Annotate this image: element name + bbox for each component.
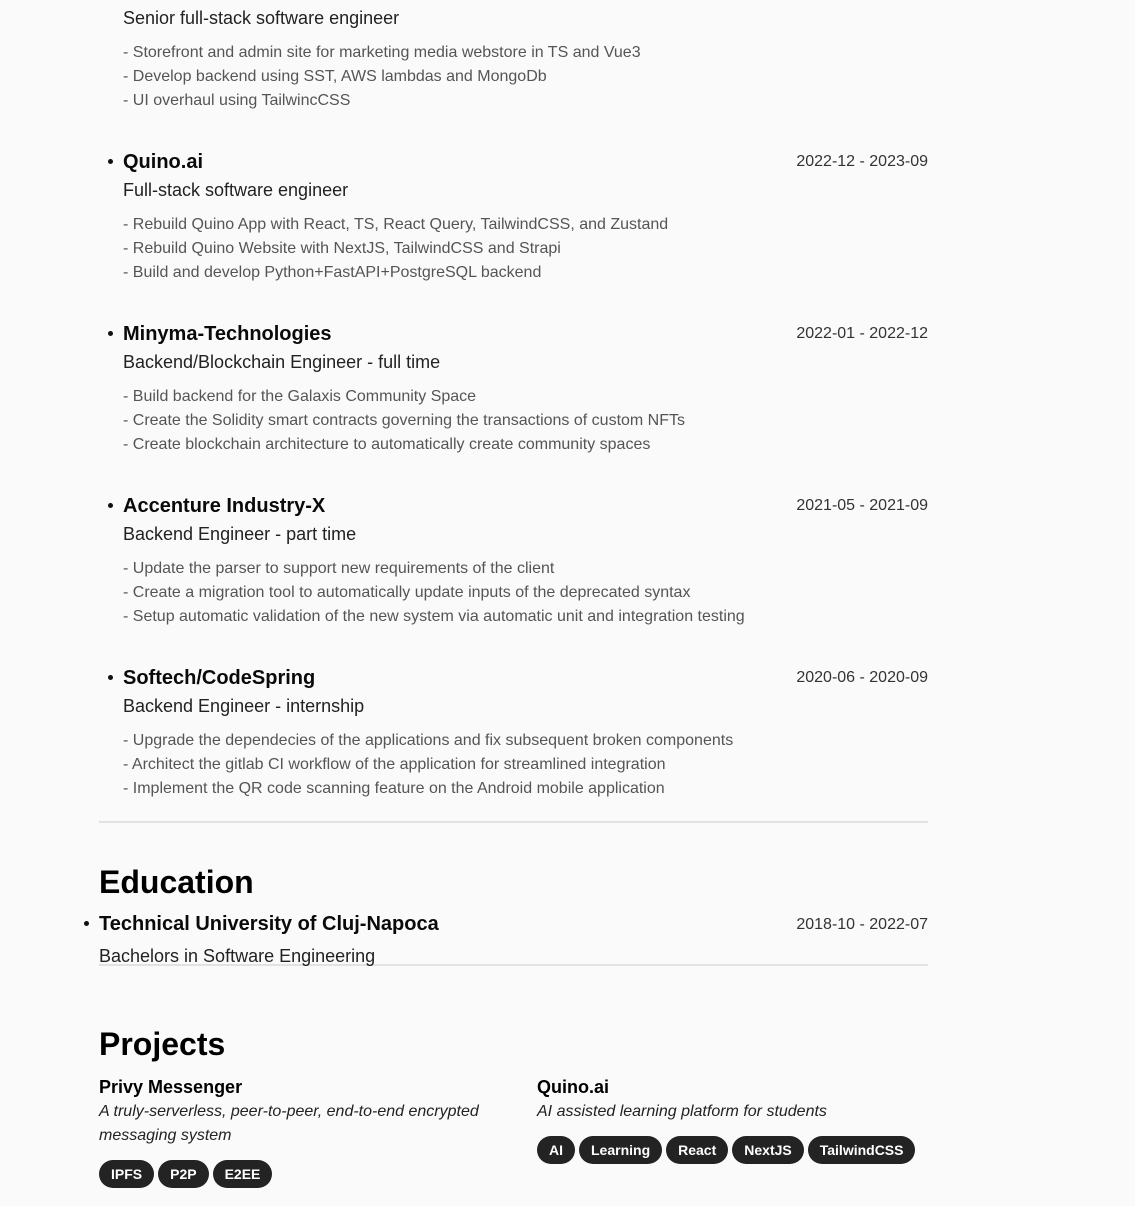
project-tag: Learning [579, 1136, 662, 1164]
experience-bullet: - Architect the gitlab CI workflow of the application for streamlined integration [123, 756, 666, 773]
experience-item [123, 322, 928, 494]
education-heading: Education [99, 864, 254, 900]
experience-bullet: - Storefront and admin site for marketing media webstore in TS and Vue3 [123, 44, 641, 61]
experience-dates: 2022-12 - 2023-09 [796, 153, 928, 170]
experience-bullet: - Upgrade the dependecies of the applications and fix subsequent broken components [123, 732, 734, 749]
project-card [537, 1076, 937, 1164]
experience-bullet: - Develop backend using SST, AWS lambdas and MongoDb [123, 68, 547, 85]
section-divider [99, 821, 928, 823]
experience-company: Softech/CodeSpring [123, 667, 316, 689]
experience-dates: 2021-05 - 2021-09 [796, 497, 928, 514]
experience-role: Backend Engineer - internship [123, 696, 365, 716]
project-description: AI assisted learning platform for students [537, 1103, 827, 1120]
experience-bullet: - Implement the QR code scanning feature on the Android mobile application [123, 780, 665, 797]
experience-dates: 2022-01 - 2022-12 [796, 325, 928, 342]
project-description: A truly-serverless, peer-to-peer, end-to-end encrypted messaging system [99, 1103, 479, 1144]
education-dates: 2018-10 - 2022-07 [796, 916, 928, 933]
project-tags [99, 1160, 499, 1188]
experience-bullet: - Setup automatic validation of the new system via automatic unit and integration testing [123, 608, 745, 625]
project-tag: IPFS [99, 1160, 154, 1188]
experience-item [123, 0, 928, 150]
experience-bullets [123, 729, 928, 801]
experience-company: Quino.ai [123, 151, 203, 173]
education-school: Technical University of Cluj-Napoca [99, 913, 439, 935]
projects-heading: Projects [99, 1026, 226, 1062]
experience-bullets [123, 557, 928, 629]
experience-bullet: - Build and develop Python+FastAPI+PostgreSQL backend [123, 264, 542, 281]
experience-list [99, 0, 928, 821]
project-name: Privy Messenger [99, 1077, 243, 1097]
education-item [99, 912, 928, 968]
project-name: Quino.ai [537, 1077, 609, 1097]
experience-role: Backend/Blockchain Engineer - full time [123, 352, 441, 372]
experience-bullet: - Create the Solidity smart contracts governing the transactions of custom NFTs [123, 412, 686, 429]
resume-content [99, 0, 928, 1182]
experience-bullets [123, 213, 928, 285]
project-tag: P2P [158, 1160, 208, 1188]
education-section [99, 846, 928, 964]
project-tag: AI [537, 1136, 575, 1164]
project-tag: React [666, 1136, 728, 1164]
experience-company: Minyma-Technologies [123, 323, 332, 345]
project-tags [537, 1136, 937, 1164]
experience-bullet: - Create a migration tool to automatically update inputs of the deprecated syntax [123, 584, 691, 601]
project-tag: NextJS [732, 1136, 803, 1164]
project-card [99, 1076, 499, 1188]
experience-item [123, 666, 928, 821]
experience-bullet: - Rebuild Quino App with React, TS, React Query, TailwindCSS, and Zustand [123, 216, 669, 233]
experience-bullets [123, 41, 928, 113]
experience-item [123, 150, 928, 322]
experience-bullet: - Build backend for the Galaxis Community Space [123, 388, 477, 405]
experience-role: Backend Engineer - part time [123, 524, 357, 544]
experience-bullet: - Rebuild Quino Website with NextJS, TailwindCSS and Strapi [123, 240, 561, 257]
project-tag: E2EE [213, 1160, 273, 1188]
experience-role: Full-stack software engineer [123, 180, 349, 200]
experience-company [123, 0, 928, 2]
experience-item [123, 494, 928, 666]
experience-bullets [123, 385, 928, 457]
experience-bullet: - UI overhaul using TailwincCSS [123, 92, 351, 109]
experience-bullet: - Update the parser to support new requirements of the client [123, 560, 555, 577]
experience-company: Accenture Industry-X [123, 495, 326, 517]
experience-bullet: - Create blockchain architecture to automatically create community spaces [123, 436, 651, 453]
education-degree: Bachelors in Software Engineering [99, 946, 376, 966]
experience-role: Senior full-stack software engineer [123, 8, 400, 28]
project-tag: TailwindCSS [808, 1136, 916, 1164]
experience-dates: 2020-06 - 2020-09 [796, 669, 928, 686]
